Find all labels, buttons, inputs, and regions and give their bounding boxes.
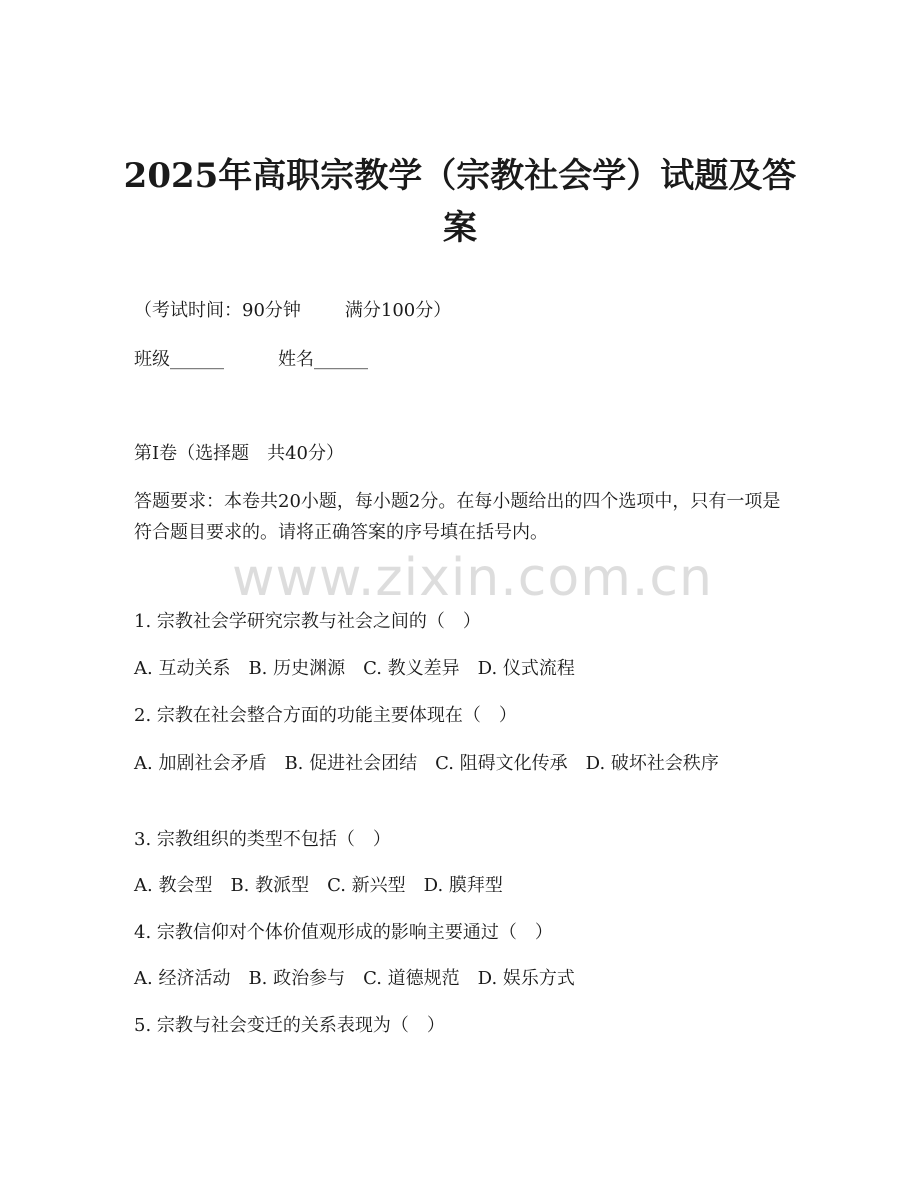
instructions: 答题要求：本卷共20小题，每小题2分。在每小题给出的四个选项中，只有一项是符合题目要求的。请将正确答案的序号填在括号内。 [134,491,781,543]
question-options: A. 教会型 B. 教派型 C. 新兴型 D. 膜拜型 [134,875,503,896]
student-fields [134,346,784,374]
question-stem: 1. 宗教社会学研究宗教与社会之间的（ ） [134,611,481,632]
question-stem: 5. 宗教与社会变迁的关系表现为（ ） [134,1015,445,1036]
exam-time: （考试时间：90分钟 [134,300,301,321]
question-stem: 3. 宗教组织的类型不包括（ ） [134,829,391,850]
question-stem: 2. 宗教在社会整合方面的功能主要体现在（ ） [134,705,517,726]
question-options: A. 经济活动 B. 政治参与 C. 道德规范 D. 娱乐方式 [134,968,575,989]
question-stem: 4. 宗教信仰对个体价值观形成的影响主要通过（ ） [134,922,553,943]
exam-score: 满分100分） [344,300,452,321]
question-options: A. 互动关系 B. 历史渊源 C. 教义差异 D. 仪式流程 [134,658,575,679]
question-options: A. 加剧社会矛盾 B. 促进社会团结 C. 阻碍文化传承 D. 破坏社会秩序 [134,753,719,774]
page-title: 2025年高职宗教学（宗教社会学）试题及答案 [123,156,797,248]
name-field: 姓名______ [278,349,368,370]
watermark: www.zixin.com.cn [232,548,713,608]
class-field: 班级______ [134,349,224,370]
section-heading: 第I卷（选择题 共40分） [134,443,345,464]
exam-info [134,297,784,325]
